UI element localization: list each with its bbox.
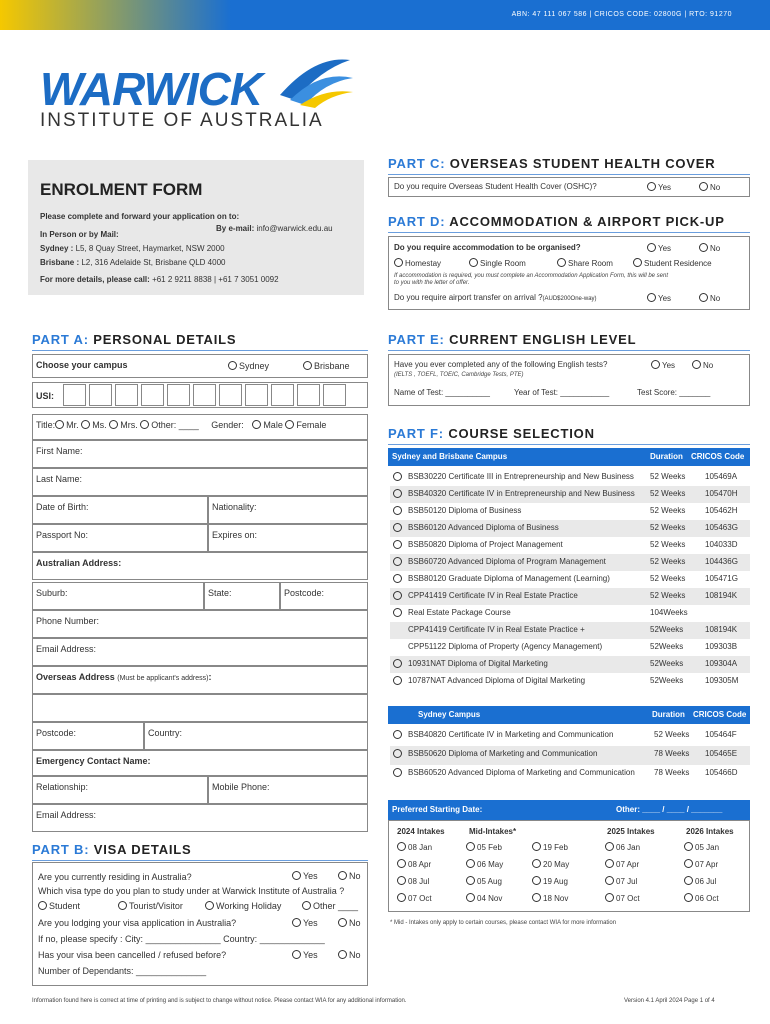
course-radio[interactable] <box>393 749 402 758</box>
course-cricos: 105463G <box>705 523 738 532</box>
oshc-yes[interactable]: Yes <box>647 182 671 192</box>
course-duration: 52 Weeks <box>650 489 686 498</box>
intake-radio[interactable] <box>397 842 406 851</box>
course-radio[interactable] <box>393 489 402 498</box>
mrs-radio[interactable] <box>109 420 118 429</box>
country-field[interactable]: Country: <box>144 722 368 750</box>
course-row[interactable] <box>390 486 750 503</box>
emergency-email-field[interactable]: Email Address: <box>32 804 368 832</box>
mobile-field[interactable]: Mobile Phone: <box>208 776 368 804</box>
registration-info: ABN: 47 111 067 586 | CRICOS CODE: 02800G | RTO: 91270 <box>511 11 732 18</box>
course-cricos: 108194K <box>705 591 738 600</box>
mr-radio[interactable] <box>55 420 64 429</box>
passport-field[interactable]: Passport No: <box>32 524 208 552</box>
share-room-radio[interactable]: Share Room <box>557 258 613 268</box>
lodging-question: Are you lodging your visa application in Australia? <box>38 918 237 928</box>
intake-date: 06 Jan <box>616 843 641 852</box>
intake-option[interactable] <box>397 893 432 903</box>
intake-option[interactable] <box>466 842 502 852</box>
suburb-field[interactable]: Suburb: <box>32 582 204 610</box>
course-cricos: 105469A <box>705 472 738 481</box>
part-e-title: PART E: CURRENT ENGLISH LEVEL <box>388 332 637 347</box>
divider <box>32 860 368 861</box>
intake-option[interactable] <box>532 893 568 903</box>
ms-radio[interactable] <box>81 420 90 429</box>
course-cricos: 105466D <box>705 768 738 777</box>
logo-subtitle: INSTITUTE OF AUSTRALIA <box>40 110 324 131</box>
course-radio[interactable] <box>393 574 402 583</box>
usi-boxes <box>63 384 346 406</box>
course-row[interactable] <box>390 673 750 690</box>
intake-option[interactable] <box>605 876 637 886</box>
course-radio[interactable] <box>393 557 402 566</box>
top-bar <box>0 0 770 30</box>
course-name: BSB40820 Certificate IV in Marketing and Communication <box>408 730 614 739</box>
course-name: BSB50620 Diploma of Marketing and Communication <box>408 749 598 758</box>
intake-radio[interactable] <box>466 876 475 885</box>
nationality-field[interactable]: Nationality: <box>208 496 368 524</box>
brisbane-radio[interactable] <box>303 361 312 370</box>
divider <box>32 350 368 351</box>
intake-date: 19 Aug <box>543 877 568 886</box>
city-country-line[interactable]: If no, please specify : City: _______________ Country: _____________ <box>38 934 325 944</box>
oshc-no[interactable]: No <box>699 182 720 192</box>
course-radio[interactable] <box>393 591 402 600</box>
email-field[interactable]: Email Address: <box>32 638 368 666</box>
intake-date: 06 Jul <box>695 877 717 886</box>
course-radio[interactable] <box>393 659 402 668</box>
course-cricos: 105470H <box>705 489 738 498</box>
course-duration: 52Weeks <box>650 625 684 634</box>
oshc-row: Do you require Overseas Student Health Cover (OSHC)? Yes No <box>388 177 750 197</box>
english-no[interactable]: No <box>692 360 713 370</box>
cancelled-yes[interactable]: Yes <box>292 950 318 960</box>
emergency-contact-label: Emergency Contact Name: <box>32 750 368 776</box>
course-radio[interactable] <box>393 472 402 481</box>
course-name: CPP51122 Diploma of Property (Agency Management) <box>408 642 603 651</box>
course-duration: 52 Weeks <box>654 730 690 739</box>
intake-option[interactable] <box>466 893 502 903</box>
course-radio[interactable] <box>393 608 402 617</box>
course-name: BSB60720 Advanced Diploma of Program Management <box>408 557 606 566</box>
intake-date: 08 Apr <box>408 860 432 869</box>
course-duration: 52Weeks <box>650 676 684 685</box>
intake-option[interactable] <box>605 842 640 852</box>
logo-wordmark: WARWICK <box>40 63 263 115</box>
intake-radio[interactable] <box>684 893 693 902</box>
course-row[interactable] <box>390 588 750 605</box>
lodging-no[interactable]: No <box>338 918 361 928</box>
intake-option[interactable] <box>532 876 568 886</box>
intake-date: 08 Jan <box>408 843 433 852</box>
enrolment-header <box>28 160 364 295</box>
intake-date: 05 Aug <box>477 877 502 886</box>
intake-radio[interactable] <box>605 859 614 868</box>
intake-date: 05 Feb <box>477 843 502 852</box>
visa-student[interactable]: Student <box>38 901 80 911</box>
title-gender-row: Title: Mr. Ms. Mrs. Other: ____ Gender: Male Female <box>32 414 368 440</box>
course-cricos: 109305M <box>705 676 739 685</box>
intake-option[interactable] <box>684 876 716 886</box>
intake-radio[interactable] <box>532 842 541 851</box>
intake-radio[interactable] <box>605 893 614 902</box>
airport-no[interactable]: No <box>699 293 720 303</box>
intake-radio[interactable] <box>532 859 541 868</box>
intake-option[interactable] <box>532 842 568 852</box>
intake-radio[interactable] <box>397 859 406 868</box>
intake-option[interactable] <box>605 859 639 869</box>
part-f-title: PART F: COURSE SELECTION <box>388 426 595 441</box>
cancelled-no[interactable]: No <box>338 950 361 960</box>
english-yes[interactable]: Yes <box>651 360 675 370</box>
course-name: BSB60120 Advanced Diploma of Business <box>408 523 559 532</box>
divider <box>388 444 750 445</box>
airport-yes[interactable]: Yes <box>647 293 671 303</box>
course-cricos: 109303B <box>705 642 738 651</box>
course-duration: 52Weeks <box>650 642 684 651</box>
course-duration: 78 Weeks <box>654 749 690 758</box>
intake-option[interactable] <box>605 893 640 903</box>
cancelled-question: Has your visa been cancelled / refused before? <box>38 950 227 960</box>
course-row[interactable] <box>390 571 750 588</box>
intake-date: 06 Oct <box>695 894 719 903</box>
sydney-course-row[interactable] <box>390 765 750 784</box>
course-name: BSB40320 Certificate IV in Entrepreneurship and New Business <box>408 489 635 498</box>
residing-question: Are you currently residing in Australia? <box>38 872 192 882</box>
sydney-address: Sydney : L5, 8 Quay Street, Haymarket, NSW 2000 <box>40 244 225 253</box>
residing-yes[interactable]: Yes <box>292 871 318 881</box>
intake-option[interactable] <box>684 842 719 852</box>
dependants-field[interactable]: Number of Dependants: ______________ <box>38 966 207 976</box>
course-radio[interactable] <box>393 768 402 777</box>
state-field[interactable]: State: <box>204 582 280 610</box>
course-duration: 52 Weeks <box>650 574 686 583</box>
sydney-header: Sydney Campus Duration CRICOS Code <box>388 706 750 724</box>
campus-row: Choose your campus Sydney Brisbane <box>32 354 368 378</box>
english-box: Have you ever completed any of the following English tests? Yes No (IELTS , TOEFL, TOEIC, Cambridge Tests, PTE) Name of Test: __________ Year of Test: ___________ Test Score: _______ <box>388 354 750 406</box>
course-cricos: 109304A <box>705 659 738 668</box>
course-name: 10931NAT Diploma of Digital Marketing <box>408 659 548 668</box>
course-name: BSB60520 Advanced Diploma of Marketing and Communication <box>408 768 635 777</box>
test-name-field[interactable]: Name of Test: __________ <box>394 388 490 397</box>
course-row[interactable] <box>390 537 750 554</box>
intake-option[interactable] <box>397 842 432 852</box>
course-name: BSB30220 Certificate III in Entrepreneurship and New Business <box>408 472 634 481</box>
male-radio[interactable] <box>252 420 261 429</box>
intake-date: 07 Jul <box>616 877 638 886</box>
logo-wave-icon <box>275 50 355 110</box>
course-cricos: 108194K <box>705 625 738 634</box>
starting-date-header: Preferred Starting Date: Other: ____ / ____ / _______ <box>388 800 750 820</box>
accommodation-yes[interactable]: Yes <box>647 243 671 253</box>
part-a-title: PART A: PERSONAL DETAILS <box>32 332 237 347</box>
lodging-yes[interactable]: Yes <box>292 918 318 928</box>
course-row[interactable] <box>390 469 750 486</box>
course-radio[interactable] <box>393 730 402 739</box>
course-name: CPP41419 Certificate IV in Real Estate Practice + <box>408 625 585 634</box>
course-duration: 52 Weeks <box>650 472 686 481</box>
intake-radio[interactable] <box>684 842 693 851</box>
airport-question: Do you require airport transfer on arrival ?(AUD$200One-way) <box>394 293 597 302</box>
intake-date: 04 Nov <box>477 894 503 903</box>
brisbane-address: Brisbane : L2, 316 Adelaide St, Brisbane QLD 4000 <box>40 258 226 267</box>
course-row[interactable] <box>390 656 750 673</box>
overseas-address-label: Overseas Address (Must be applicant's address): <box>32 666 368 694</box>
australian-address-label: Australian Address: <box>32 552 368 580</box>
intake-date: 06 May <box>477 860 504 869</box>
intake-radio[interactable] <box>684 876 693 885</box>
intake-date: 18 Nov <box>543 894 569 903</box>
postcode-field[interactable]: Postcode: <box>280 582 368 610</box>
intake-date: 05 Jan <box>695 843 720 852</box>
intake-date: 07 Oct <box>408 894 432 903</box>
course-cricos: 104436G <box>705 557 738 566</box>
course-duration: 104Weeks <box>650 608 688 617</box>
phone-field[interactable]: Phone Number: <box>32 610 368 638</box>
other-title-radio[interactable] <box>140 420 149 429</box>
intake-radio[interactable] <box>605 876 614 885</box>
course-cricos: 105471G <box>705 574 738 583</box>
expires-field[interactable]: Expires on: <box>208 524 368 552</box>
intake-option[interactable] <box>532 859 569 869</box>
homestay-radio[interactable]: Homestay <box>394 258 441 268</box>
part-b-title: PART B: VISA DETAILS <box>32 842 192 857</box>
course-name: 10787NAT Advanced Diploma of Digital Marketing <box>408 676 586 685</box>
course-cricos: 105464F <box>705 730 737 739</box>
divider <box>388 174 750 175</box>
course-row[interactable] <box>390 520 750 537</box>
syd-bris-header: Sydney and Brisbane Campus Duration CRICOS Code <box>388 448 750 466</box>
intake-option[interactable] <box>397 876 429 886</box>
intake-radio[interactable] <box>397 876 406 885</box>
course-duration: 52 Weeks <box>650 540 686 549</box>
overseas-address-field[interactable] <box>32 694 368 722</box>
intake-radio[interactable] <box>532 893 541 902</box>
intake-option[interactable] <box>397 859 431 869</box>
relationship-field[interactable]: Relationship: <box>32 776 208 804</box>
intake-radio[interactable] <box>466 842 475 851</box>
course-name: BSB50820 Diploma of Project Management <box>408 540 563 549</box>
course-name: CPP41419 Certificate IV in Real Estate Practice <box>408 591 578 600</box>
in-person-label: In Person or by Mail: <box>40 230 119 239</box>
mid-intake-note: * Mid - Intakes only apply to certain courses, please contact WIA for more information <box>390 920 617 926</box>
residing-no[interactable]: No <box>338 871 361 881</box>
overseas-postcode-field[interactable]: Postcode: <box>32 722 144 750</box>
test-year-field[interactable]: Year of Test: ___________ <box>514 388 610 397</box>
last-name-field[interactable]: Last Name: <box>32 468 368 496</box>
email-line: By e-mail: info@warwick.edu.au <box>216 224 333 233</box>
first-name-field[interactable]: First Name: <box>32 440 368 468</box>
usi-field[interactable]: USI: <box>32 382 368 408</box>
visa-tourist[interactable]: Tourist/Visitor <box>118 901 183 911</box>
visa-other[interactable]: Other ____ <box>302 901 358 911</box>
intake-option[interactable] <box>684 893 719 903</box>
course-cricos: 105462H <box>705 506 738 515</box>
course-radio[interactable] <box>393 676 402 685</box>
course-duration: 52Weeks <box>650 659 684 668</box>
intake-date: 07 Apr <box>695 860 719 869</box>
accommodation-box: Do you require accommodation to be organised? Yes No Homestay Single Room Share Room Student Residence If accommodation is required, you must complete an Accommodation Application Form, this will be sent to you with the letter of offer. Do you require airport transfer on arrival ?(AUD$200One-way) Yes No <box>388 236 750 310</box>
intake-date: 07 Oct <box>616 894 640 903</box>
intake-date: 07 Apr <box>616 860 640 869</box>
intake-option[interactable] <box>466 876 502 886</box>
course-duration: 52 Weeks <box>650 523 686 532</box>
course-name: BSB50120 Diploma of Business <box>408 506 522 515</box>
dob-field[interactable]: Date of Birth: <box>32 496 208 524</box>
course-radio[interactable] <box>393 540 402 549</box>
course-radio[interactable] <box>393 523 402 532</box>
course-row[interactable] <box>390 605 750 622</box>
course-duration: 78 Weeks <box>654 768 690 777</box>
course-duration: 52 Weeks <box>650 557 686 566</box>
intake-radio[interactable] <box>684 859 693 868</box>
course-name: BSB80120 Graduate Diploma of Management (Learning) <box>408 574 610 583</box>
sydney-course-row[interactable] <box>390 746 750 765</box>
phone-details: For more details, please call: +61 2 9211 8838 | +61 7 3051 0092 <box>40 275 279 284</box>
course-row[interactable] <box>390 554 750 571</box>
intake-radio[interactable] <box>466 859 475 868</box>
accommodation-no[interactable]: No <box>699 243 720 253</box>
sydney-course-row[interactable] <box>390 727 750 746</box>
intro-text: Please complete and forward your application on to: <box>40 212 240 221</box>
visa-working[interactable]: Working Holiday <box>205 901 281 911</box>
intakes-box: 2024 Intakes Mid-Intakes* 2025 Intakes 2026 Intakes <box>388 820 750 912</box>
footer-disclaimer: Information found here is correct at time of printing and is subject to change without notice. Please contact WIA for any additional information. <box>32 998 407 1004</box>
intake-date: 20 May <box>543 860 570 869</box>
course-cricos: 104033D <box>705 540 738 549</box>
course-duration: 52 Weeks <box>650 591 686 600</box>
test-score-field[interactable]: Test Score: _______ <box>637 388 711 397</box>
intake-radio[interactable] <box>605 842 614 851</box>
intake-radio[interactable] <box>397 893 406 902</box>
part-c-title: PART C: OVERSEAS STUDENT HEALTH COVER <box>388 156 716 171</box>
course-row[interactable] <box>390 622 750 639</box>
single-room-radio[interactable]: Single Room <box>469 258 526 268</box>
sydney-radio[interactable] <box>228 361 237 370</box>
divider <box>388 350 750 351</box>
intake-radio[interactable] <box>466 893 475 902</box>
form-title: ENROLMENT FORM <box>40 180 203 199</box>
course-duration: 52 Weeks <box>650 506 686 515</box>
course-cricos: 105465E <box>705 749 738 758</box>
intake-date: 08 Jul <box>408 877 430 886</box>
intake-option[interactable] <box>466 859 503 869</box>
divider <box>388 232 750 233</box>
visa-type-question: Which visa type do you plan to study under at Warwick Institute of Australia ? <box>38 886 345 896</box>
footer-version: Version 4.1 April 2024 Page 1 of 4 <box>624 998 715 1004</box>
part-d-title: PART D: ACCOMMODATION & AIRPORT PICK-UP <box>388 214 725 229</box>
female-radio[interactable] <box>285 420 294 429</box>
course-row[interactable] <box>390 503 750 520</box>
student-residence-radio[interactable]: Student Residence <box>633 258 712 268</box>
intake-radio[interactable] <box>532 876 541 885</box>
intake-date: 19 Feb <box>543 843 568 852</box>
course-row[interactable] <box>390 639 750 656</box>
course-name: Real Estate Package Course <box>408 608 511 617</box>
course-radio[interactable] <box>393 506 402 515</box>
intake-option[interactable] <box>684 859 718 869</box>
